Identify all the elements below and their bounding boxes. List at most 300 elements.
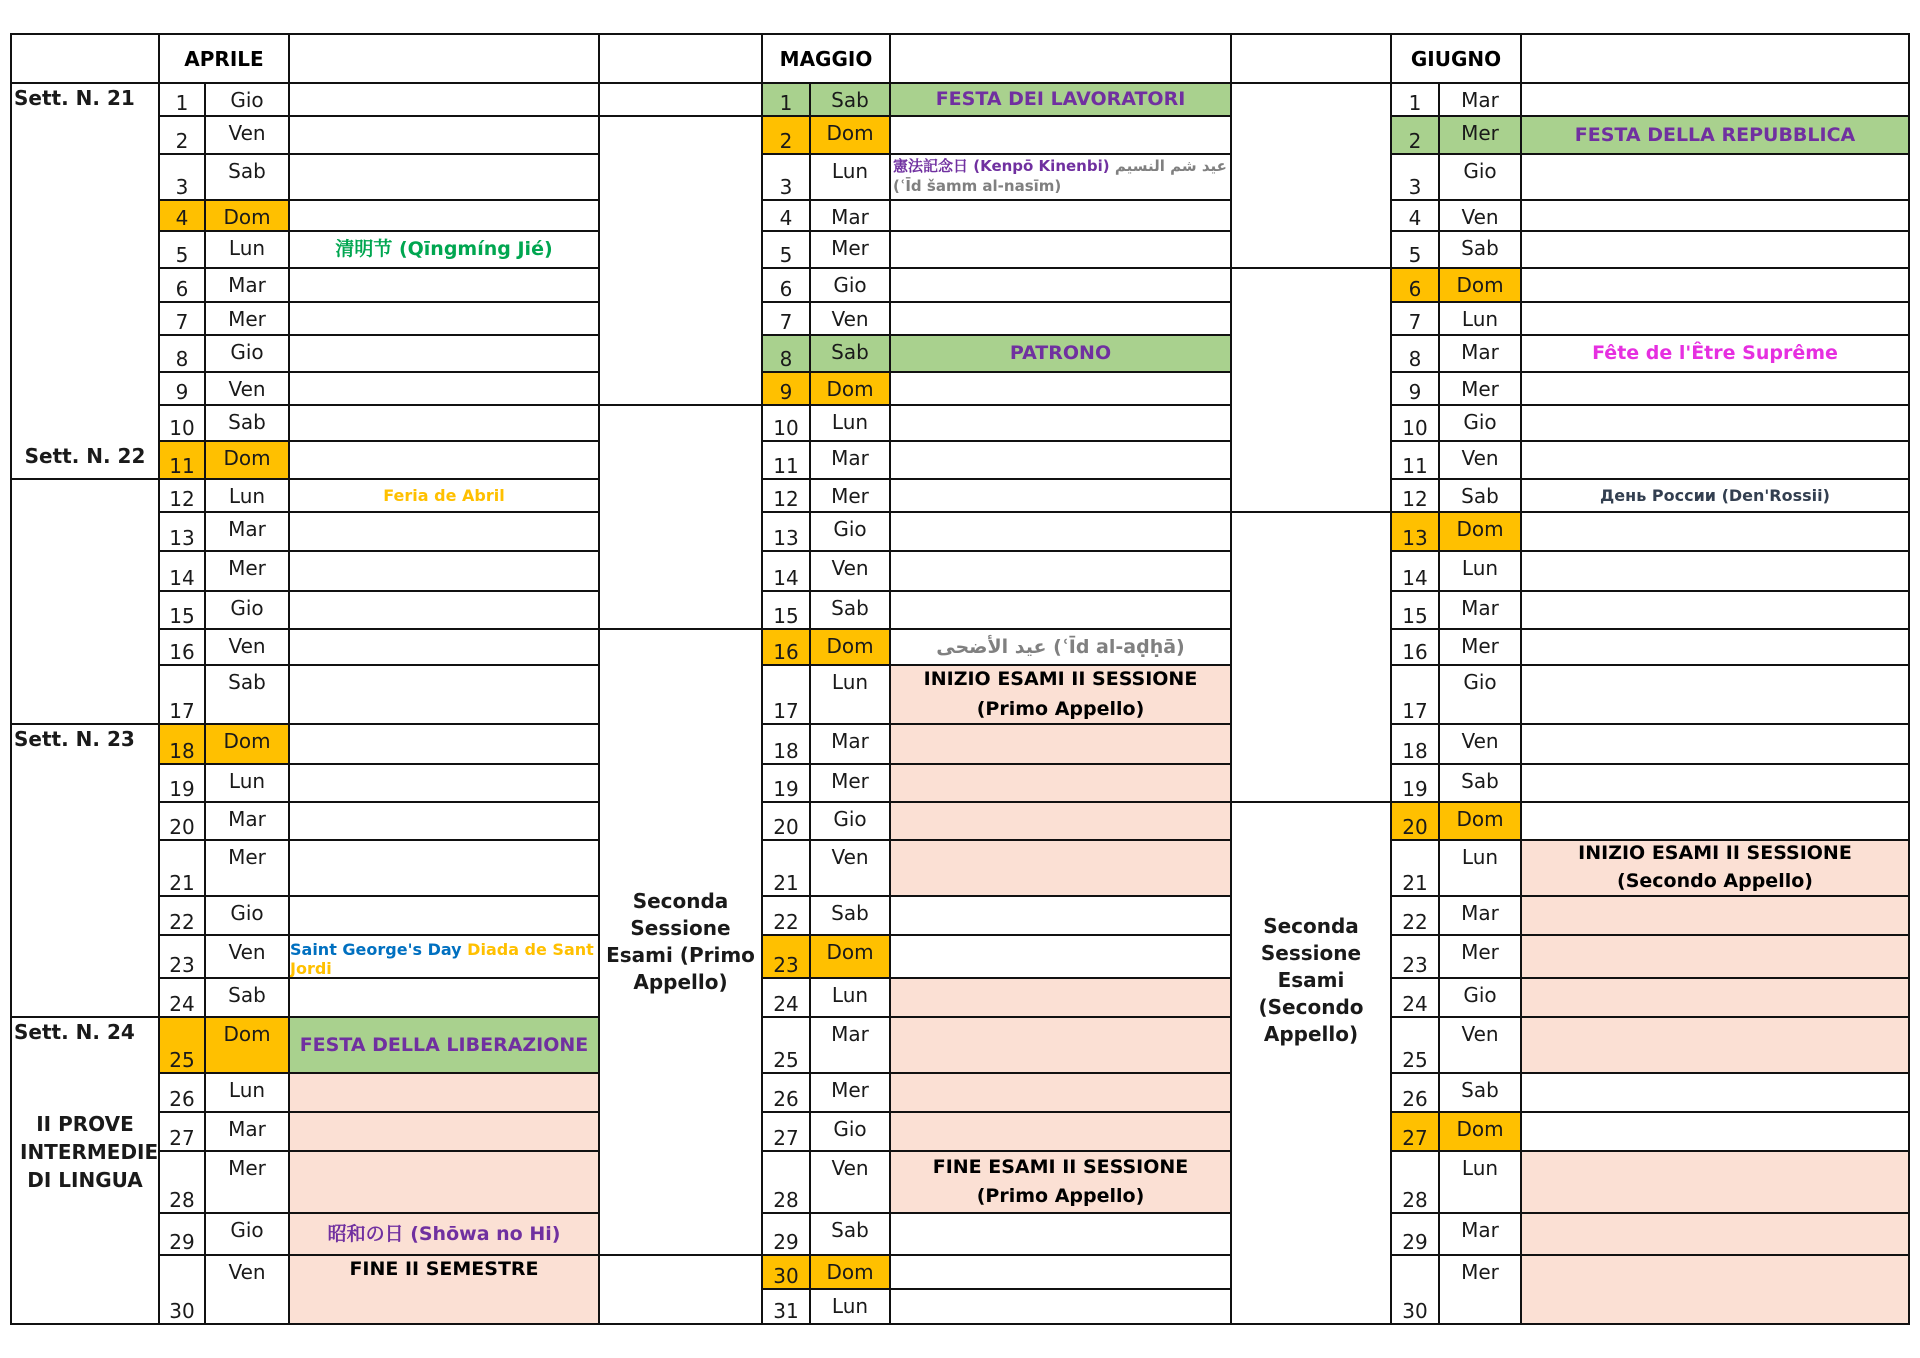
day-number: 12: [160, 480, 206, 513]
day-number: 8: [763, 336, 811, 373]
header-blank: [891, 33, 1232, 84]
event-cell: [290, 979, 600, 1018]
day-name: Ven: [811, 1152, 891, 1214]
day-number: 5: [1392, 232, 1440, 269]
day-name: Dom: [206, 201, 290, 232]
month-header-giugno: GIUGNO: [1392, 33, 1522, 84]
day-name: Ven: [811, 303, 891, 336]
day-name: Dom: [811, 1256, 891, 1290]
day-number: 23: [160, 936, 206, 979]
event-cell: [1522, 232, 1910, 269]
day-number: 28: [160, 1152, 206, 1214]
event-cell: [1522, 442, 1910, 480]
event-cell: [891, 725, 1232, 765]
day-number: 9: [1392, 373, 1440, 406]
day-name: Sab: [1440, 480, 1522, 513]
day-name: Lun: [1440, 552, 1522, 592]
event-cell: [1522, 1214, 1910, 1256]
event-cell: [1522, 84, 1910, 117]
day-number: 14: [763, 552, 811, 592]
day-number: 31: [763, 1290, 811, 1325]
day-number: 22: [1392, 897, 1440, 936]
day-name: Mar: [206, 513, 290, 552]
day-number: 16: [763, 630, 811, 666]
day-number: 25: [763, 1018, 811, 1074]
day-name: Dom: [811, 117, 891, 155]
event-fine-semestre: FINE II SEMESTRE: [290, 1256, 600, 1325]
event-cell: [290, 442, 600, 480]
event-cell: [1522, 269, 1910, 303]
event-cell: [891, 936, 1232, 979]
day-number: 22: [763, 897, 811, 936]
session-cell: [600, 84, 763, 117]
day-number: 3: [1392, 155, 1440, 201]
day-name: Sab: [811, 897, 891, 936]
day-number: 4: [1392, 201, 1440, 232]
day-number: 10: [1392, 406, 1440, 442]
day-name: Sab: [811, 84, 891, 117]
day-number: 21: [160, 841, 206, 897]
day-number: 26: [1392, 1074, 1440, 1113]
day-number: 28: [1392, 1152, 1440, 1214]
day-name: Gio: [811, 1113, 891, 1152]
day-number: 10: [763, 406, 811, 442]
day-name: Sab: [811, 592, 891, 630]
session-cell: [600, 406, 763, 630]
day-number: 6: [160, 269, 206, 303]
day-number: 2: [763, 117, 811, 155]
day-name: Sab: [811, 1214, 891, 1256]
event-cell: [1522, 936, 1910, 979]
event-cell: [891, 1074, 1232, 1113]
day-number: 24: [763, 979, 811, 1018]
day-number: 25: [1392, 1018, 1440, 1074]
day-number: 21: [763, 841, 811, 897]
event-cell: [290, 303, 600, 336]
event-text: INIZIO ESAMI II SESSIONE: [1578, 842, 1852, 865]
event-cell: [290, 1113, 600, 1152]
day-name: Lun: [1440, 841, 1522, 897]
event-cell: [1522, 155, 1910, 201]
event-text: (ʿĪd šamm al-nasīm): [893, 176, 1062, 195]
event-cell: [891, 373, 1232, 406]
event-cell: [1522, 373, 1910, 406]
event-cell: [891, 232, 1232, 269]
day-name: Ven: [1440, 442, 1522, 480]
day-name: Gio: [1440, 406, 1522, 442]
day-number: 5: [160, 232, 206, 269]
session-cell: [600, 1256, 763, 1325]
event-liberazione: FESTA DELLA LIBERAZIONE: [290, 1018, 600, 1074]
session-second-appello: Seconda Sessione Esami (Secondo Appello): [1232, 803, 1392, 1325]
day-name: Mer: [1440, 117, 1522, 155]
event-text: FINE ESAMI II SESSIONE: [932, 1155, 1189, 1178]
day-number: 13: [160, 513, 206, 552]
event-text: Saint George's Day: [290, 940, 462, 959]
event-kenpo: [891, 155, 1232, 201]
day-number: 29: [160, 1214, 206, 1256]
day-name: Dom: [1440, 269, 1522, 303]
event-cell: [1522, 303, 1910, 336]
day-number: 26: [160, 1074, 206, 1113]
event-cell: [1522, 201, 1910, 232]
event-lavoratori: FESTA DEI LAVORATORI: [891, 84, 1232, 117]
day-number: 30: [160, 1256, 206, 1325]
day-number: 23: [763, 936, 811, 979]
day-number: 21: [1392, 841, 1440, 897]
event-cell: [290, 725, 600, 765]
day-name: Gio: [1440, 979, 1522, 1018]
event-etre-supreme: Fête de l'Être Suprême: [1522, 336, 1910, 373]
event-text: INIZIO ESAMI II SESSIONE: [923, 668, 1198, 691]
session-cell: [600, 117, 763, 406]
event-cell: [290, 666, 600, 725]
day-name: Mer: [1440, 1256, 1522, 1325]
day-name: Lun: [811, 979, 891, 1018]
event-cell: [290, 841, 600, 897]
day-number: 27: [763, 1113, 811, 1152]
event-cell: [290, 592, 600, 630]
day-number: 18: [1392, 725, 1440, 765]
day-name: Gio: [811, 269, 891, 303]
day-number: 9: [160, 373, 206, 406]
event-cell: [891, 269, 1232, 303]
day-name: Mar: [206, 1113, 290, 1152]
week-number: Sett. N. 24: [14, 1020, 135, 1044]
event-cell: [891, 1290, 1232, 1325]
day-name: Mer: [206, 552, 290, 592]
day-name: Lun: [811, 406, 891, 442]
day-name: Dom: [206, 442, 290, 480]
day-name: Gio: [206, 592, 290, 630]
event-cell: [891, 117, 1232, 155]
session-first-appello: Seconda Sessione Esami (Primo Appello): [600, 630, 763, 1256]
event-qingming: 清明节 (Qīngmíng Jié): [290, 232, 600, 269]
day-number: 6: [763, 269, 811, 303]
day-name: Sab: [1440, 1074, 1522, 1113]
day-name: Lun: [206, 1074, 290, 1113]
day-number: 17: [160, 666, 206, 725]
event-cell: [290, 269, 600, 303]
event-cell: [290, 803, 600, 841]
day-name: Sab: [206, 406, 290, 442]
day-number: 29: [1392, 1214, 1440, 1256]
day-number: 18: [763, 725, 811, 765]
day-number: 4: [763, 201, 811, 232]
event-text: عيد شم النسيم: [1114, 157, 1227, 175]
day-name: Dom: [1440, 803, 1522, 841]
day-name: Mar: [811, 442, 891, 480]
day-number: 25: [160, 1018, 206, 1074]
session-cell: [1232, 84, 1392, 269]
event-cell: [1522, 1018, 1910, 1074]
day-number: 24: [1392, 979, 1440, 1018]
day-number: 19: [1392, 765, 1440, 803]
event-cell: [1522, 406, 1910, 442]
day-name: Ven: [206, 1256, 290, 1325]
day-number: 15: [160, 592, 206, 630]
exam-note: II PROVE INTERMEDIE DI LINGUA: [20, 1112, 159, 1192]
day-number: 8: [160, 336, 206, 373]
day-name: Mer: [811, 1074, 891, 1113]
event-cell: [1522, 803, 1910, 841]
event-cell: [290, 373, 600, 406]
day-name: Gio: [811, 513, 891, 552]
day-number: 7: [763, 303, 811, 336]
day-number: 1: [160, 84, 206, 117]
event-cell: [891, 803, 1232, 841]
day-name: Mar: [1440, 84, 1522, 117]
week-number: Sett. N. 21: [14, 86, 135, 110]
day-name: Dom: [1440, 1113, 1522, 1152]
event-cell: [1522, 666, 1910, 725]
day-name: Mar: [811, 1018, 891, 1074]
day-name: Gio: [206, 897, 290, 936]
day-number: 15: [763, 592, 811, 630]
event-patrono: PATRONO: [891, 336, 1232, 373]
event-inizio-esami: [1522, 841, 1910, 897]
day-name: Ven: [206, 936, 290, 979]
day-name: Ven: [1440, 725, 1522, 765]
event-cell: [290, 336, 600, 373]
event-cell: [290, 155, 600, 201]
day-name: Lun: [206, 480, 290, 513]
event-fine-esami: [891, 1152, 1232, 1214]
day-number: 15: [1392, 592, 1440, 630]
day-number: 2: [160, 117, 206, 155]
day-number: 28: [763, 1152, 811, 1214]
day-name: Sab: [206, 155, 290, 201]
header-blank: [290, 33, 600, 84]
day-number: 4: [160, 201, 206, 232]
day-name: Dom: [206, 725, 290, 765]
event-cell: [290, 84, 600, 117]
header-blank: [1232, 33, 1392, 84]
day-number: 20: [763, 803, 811, 841]
day-name: Ven: [206, 630, 290, 666]
day-name: Dom: [1440, 513, 1522, 552]
event-cell: [891, 201, 1232, 232]
day-number: 14: [160, 552, 206, 592]
event-cell: [891, 897, 1232, 936]
day-number: 11: [763, 442, 811, 480]
day-number: 26: [763, 1074, 811, 1113]
day-name: Sab: [206, 979, 290, 1018]
event-adha: عيد الأضحى (ʿĪd al-aḍḥā): [891, 630, 1232, 666]
event-cell: [1522, 765, 1910, 803]
day-name: Ven: [206, 373, 290, 406]
day-name: Mer: [1440, 936, 1522, 979]
day-name: Mer: [206, 1152, 290, 1214]
event-text: (Secondo Appello): [1617, 870, 1813, 892]
day-name: Sab: [811, 336, 891, 373]
day-name: Sab: [1440, 765, 1522, 803]
day-number: 9: [763, 373, 811, 406]
week-label: [10, 442, 160, 725]
day-name: Lun: [206, 232, 290, 269]
day-number: 8: [1392, 336, 1440, 373]
day-number: 7: [1392, 303, 1440, 336]
day-number: 20: [1392, 803, 1440, 841]
day-number: 18: [160, 725, 206, 765]
day-name: Dom: [811, 630, 891, 666]
event-cell: [891, 303, 1232, 336]
day-name: Dom: [811, 936, 891, 979]
day-name: Ven: [1440, 201, 1522, 232]
day-name: Gio: [206, 336, 290, 373]
day-name: Lun: [1440, 303, 1522, 336]
event-cell: [290, 1074, 600, 1113]
day-name: Lun: [1440, 1152, 1522, 1214]
day-number: 20: [160, 803, 206, 841]
event-cell: [290, 630, 600, 666]
day-name: Mer: [811, 232, 891, 269]
event-cell: [891, 442, 1232, 480]
event-cell: [1522, 1256, 1910, 1325]
event-cell: [1522, 1113, 1910, 1152]
event-cell: [1522, 897, 1910, 936]
day-number: 24: [160, 979, 206, 1018]
day-number: 12: [763, 480, 811, 513]
event-cell: [891, 513, 1232, 552]
day-name: Gio: [1440, 155, 1522, 201]
event-showa: 昭和の日 (Shōwa no Hi): [290, 1214, 600, 1256]
event-cell: [891, 592, 1232, 630]
event-feria: Feria de Abril: [290, 480, 600, 513]
event-cell: [1522, 725, 1910, 765]
event-cell: [1522, 513, 1910, 552]
day-name: Ven: [811, 841, 891, 897]
day-number: 5: [763, 232, 811, 269]
day-name: Mer: [811, 765, 891, 803]
day-name: Lun: [206, 765, 290, 803]
header-blank: [600, 33, 763, 84]
day-name: Sab: [1440, 232, 1522, 269]
day-number: 7: [160, 303, 206, 336]
event-cell: [290, 117, 600, 155]
event-repubblica: FESTA DELLA REPUBBLICA: [1522, 117, 1910, 155]
day-number: 10: [160, 406, 206, 442]
day-name: Mar: [811, 725, 891, 765]
day-name: Mar: [1440, 592, 1522, 630]
day-number: 19: [160, 765, 206, 803]
event-cell: [891, 841, 1232, 897]
day-name: Mer: [1440, 373, 1522, 406]
event-cell: [290, 201, 600, 232]
day-number: 27: [160, 1113, 206, 1152]
week-number: Sett. N. 23: [14, 727, 135, 751]
event-cell: [290, 513, 600, 552]
event-cell: [891, 1214, 1232, 1256]
event-cell: [1522, 1152, 1910, 1214]
day-name: Ven: [1440, 1018, 1522, 1074]
day-name: Lun: [811, 666, 891, 725]
event-text: Diada de Sant Jordi: [290, 940, 594, 979]
month-header-maggio: MAGGIO: [763, 33, 891, 84]
day-number: 17: [1392, 666, 1440, 725]
day-number: 23: [1392, 936, 1440, 979]
day-name: Ven: [811, 552, 891, 592]
day-name: Mer: [206, 303, 290, 336]
day-number: 11: [160, 442, 206, 480]
day-number: 11: [1392, 442, 1440, 480]
day-name: Sab: [206, 666, 290, 725]
day-number: 30: [763, 1256, 811, 1290]
event-cell: [290, 1152, 600, 1214]
day-number: 29: [763, 1214, 811, 1256]
day-number: 27: [1392, 1113, 1440, 1152]
event-cell: [1522, 552, 1910, 592]
day-name: Mar: [1440, 336, 1522, 373]
event-text: 憲法記念日 (Kenpō Kinenbi): [893, 157, 1110, 175]
day-name: Gio: [811, 803, 891, 841]
day-number: 19: [763, 765, 811, 803]
day-name: Gio: [206, 84, 290, 117]
day-number: 16: [160, 630, 206, 666]
event-inizio-esami: [891, 666, 1232, 725]
event-cell: [290, 765, 600, 803]
day-name: Lun: [811, 1290, 891, 1325]
event-cell: [891, 1256, 1232, 1290]
month-header-aprile: APRILE: [160, 33, 290, 84]
event-cell: [891, 552, 1232, 592]
event-saint-george: [290, 936, 600, 979]
week-number: Sett. N. 22: [24, 444, 146, 468]
day-number: 12: [1392, 480, 1440, 513]
event-cell: [1522, 630, 1910, 666]
day-name: Mar: [206, 803, 290, 841]
day-name: Gio: [1440, 666, 1522, 725]
day-name: Mar: [811, 201, 891, 232]
event-text: (Primo Appello): [976, 697, 1145, 720]
day-number: 6: [1392, 269, 1440, 303]
week-label: [10, 725, 160, 1018]
event-cell: [891, 765, 1232, 803]
day-number: 30: [1392, 1256, 1440, 1325]
event-cell: [1522, 1074, 1910, 1113]
event-cell: [290, 552, 600, 592]
event-cell: [1522, 592, 1910, 630]
day-number: 16: [1392, 630, 1440, 666]
day-number: 3: [160, 155, 206, 201]
day-name: Gio: [206, 1214, 290, 1256]
week-label: [10, 1018, 160, 1325]
event-cell: [891, 480, 1232, 513]
day-name: Mar: [1440, 1214, 1522, 1256]
day-name: Mer: [1440, 630, 1522, 666]
event-russia-day: День России (Den'Rossii): [1522, 480, 1910, 513]
event-text: (Primo Appello): [976, 1185, 1145, 1207]
day-number: 2: [1392, 117, 1440, 155]
day-number: 17: [763, 666, 811, 725]
day-number: 1: [763, 84, 811, 117]
day-name: Mer: [811, 480, 891, 513]
event-cell: [1522, 979, 1910, 1018]
day-name: Dom: [206, 1018, 290, 1074]
day-name: Mar: [206, 269, 290, 303]
day-number: 13: [763, 513, 811, 552]
day-number: 3: [763, 155, 811, 201]
day-name: Lun: [811, 155, 891, 201]
day-number: 22: [160, 897, 206, 936]
event-cell: [290, 406, 600, 442]
day-number: 13: [1392, 513, 1440, 552]
day-name: Dom: [811, 373, 891, 406]
day-name: Mer: [206, 841, 290, 897]
day-number: 14: [1392, 552, 1440, 592]
event-cell: [891, 406, 1232, 442]
week-label: [10, 84, 160, 480]
